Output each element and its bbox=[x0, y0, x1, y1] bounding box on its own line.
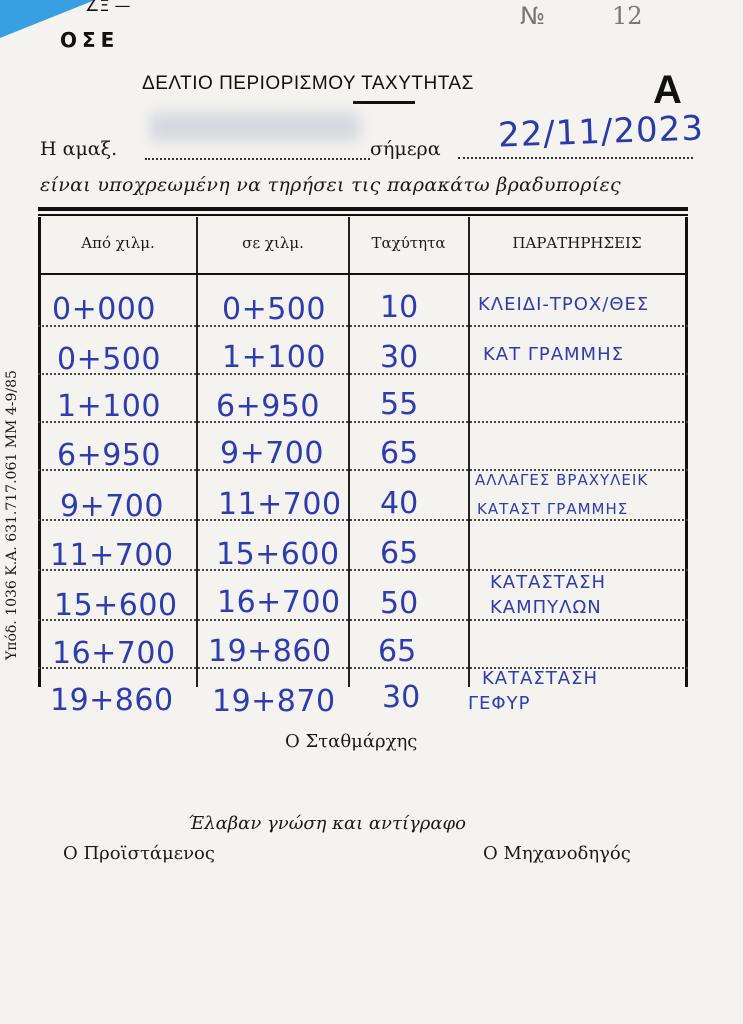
table-left-border bbox=[38, 217, 41, 687]
row6-to: 15+600 bbox=[216, 537, 340, 572]
handwritten-date: 22/11/2023 bbox=[497, 108, 705, 156]
logo-mark-icon: ∠Ξ — bbox=[85, 0, 131, 15]
row4-speed: 65 bbox=[380, 436, 419, 471]
row9-to: 19+870 bbox=[212, 684, 336, 719]
row2-from: 0+500 bbox=[57, 342, 161, 377]
train-line bbox=[40, 138, 117, 160]
title-underline bbox=[353, 101, 415, 104]
row5-from: 9+700 bbox=[60, 489, 164, 524]
row7-to: 16+700 bbox=[217, 585, 341, 620]
col-divider-1 bbox=[196, 217, 198, 687]
row1-to: 0+500 bbox=[222, 292, 326, 327]
col-header-remarks: ΠΑΡΑΤΗΡΗΣΕΙΣ bbox=[512, 234, 642, 252]
row1-speed: 10 bbox=[380, 290, 419, 325]
row5-speed: 40 bbox=[380, 486, 419, 521]
col-header-to: σε χιλμ. bbox=[242, 234, 304, 252]
col-divider-2 bbox=[348, 217, 350, 687]
ose-logo bbox=[60, 0, 140, 55]
row7-speed: 50 bbox=[380, 586, 419, 621]
row3-speed: 55 bbox=[380, 387, 419, 422]
row2-to: 1+100 bbox=[222, 340, 326, 375]
row9-speed: 30 bbox=[382, 680, 421, 715]
side-print-reference: Υπόδ. 1036 Κ.Α. 631.717.061 ΜΜ 4-9/85 bbox=[4, 370, 20, 660]
today-label: σήμερα bbox=[370, 138, 441, 160]
row1-from: 0+000 bbox=[52, 292, 156, 327]
table-right-border bbox=[685, 217, 688, 687]
row9-remarks: ΚΑΤΑΣΤΑΣΗ bbox=[482, 668, 599, 689]
row6-speed: 65 bbox=[380, 536, 419, 571]
col-header-speed: Ταχύτητα bbox=[371, 234, 446, 252]
date-dotted-line bbox=[458, 157, 693, 159]
row6-from: 11+700 bbox=[50, 538, 174, 573]
row8-speed: 65 bbox=[378, 634, 417, 669]
row4-from: 6+950 bbox=[57, 438, 161, 473]
number-label: № bbox=[520, 2, 545, 30]
row7-remarks: ΚΑΤΑΣΤΑΣΗ bbox=[490, 572, 607, 593]
row4-to: 9+700 bbox=[220, 436, 324, 471]
chief-label: Ο Προϊστάμενος bbox=[63, 843, 215, 864]
driver-label: Ο Μηχανοδηγός bbox=[483, 843, 631, 864]
row9-from: 19+860 bbox=[50, 683, 174, 718]
col-header-from: Από χιλμ. bbox=[81, 234, 155, 252]
received-copy-label: Έλαβαν γνώση και αντίγραφο bbox=[188, 813, 466, 834]
form-letter: Α bbox=[653, 68, 682, 112]
row3-to: 6+950 bbox=[216, 389, 320, 424]
train-label: Η αμαξ. bbox=[40, 138, 118, 160]
row8-to: 19+860 bbox=[208, 634, 332, 669]
row5-remarks-line2: ΚΑΤΑΣΤ ΓΡΑΜΜΗΣ bbox=[477, 500, 629, 518]
redacted-train-id bbox=[150, 112, 360, 142]
row1-remarks: ΚΛΕΙΔΙ-ΤΡΟΧ/ΘΕΣ bbox=[478, 294, 650, 315]
table-top-rule bbox=[38, 207, 688, 211]
row3-from: 1+100 bbox=[57, 389, 161, 424]
header-rule bbox=[38, 273, 688, 275]
row7-from: 15+600 bbox=[54, 588, 178, 623]
row9-remarks-line2: ΓΕΦΥΡ bbox=[468, 693, 531, 714]
row2-speed: 30 bbox=[380, 340, 419, 375]
row5-to: 11+700 bbox=[218, 487, 342, 522]
logo-text: ΟΣΕ bbox=[60, 28, 120, 52]
obligation-text: είναι υποχρεωμένη να τηρήσει τις παρακάτω βραδυπορίες bbox=[40, 174, 621, 196]
page-title: ΔΕΛΤΙΟ ΠΕΡΙΟΡΙΣΜΟΥ ΤΑΧΥΤΗΤΑΣ bbox=[142, 73, 474, 94]
col-divider-3 bbox=[468, 217, 470, 687]
row2-remarks: ΚΑΤ ΓΡΑΜΜΗΣ bbox=[483, 344, 624, 365]
row5-remarks: ΑΛΛΑΓΕΣ ΒΡΑΧΥΛΕΙΚ bbox=[475, 471, 649, 489]
row7-remarks-line2: ΚΑΜΠΥΛΩΝ bbox=[490, 597, 602, 618]
row8-from: 16+700 bbox=[52, 636, 176, 671]
station-master-label: Ο Σταθμάρχης bbox=[285, 731, 418, 752]
form-number: 12 bbox=[612, 2, 643, 30]
table-top-rule-thin bbox=[38, 214, 688, 216]
